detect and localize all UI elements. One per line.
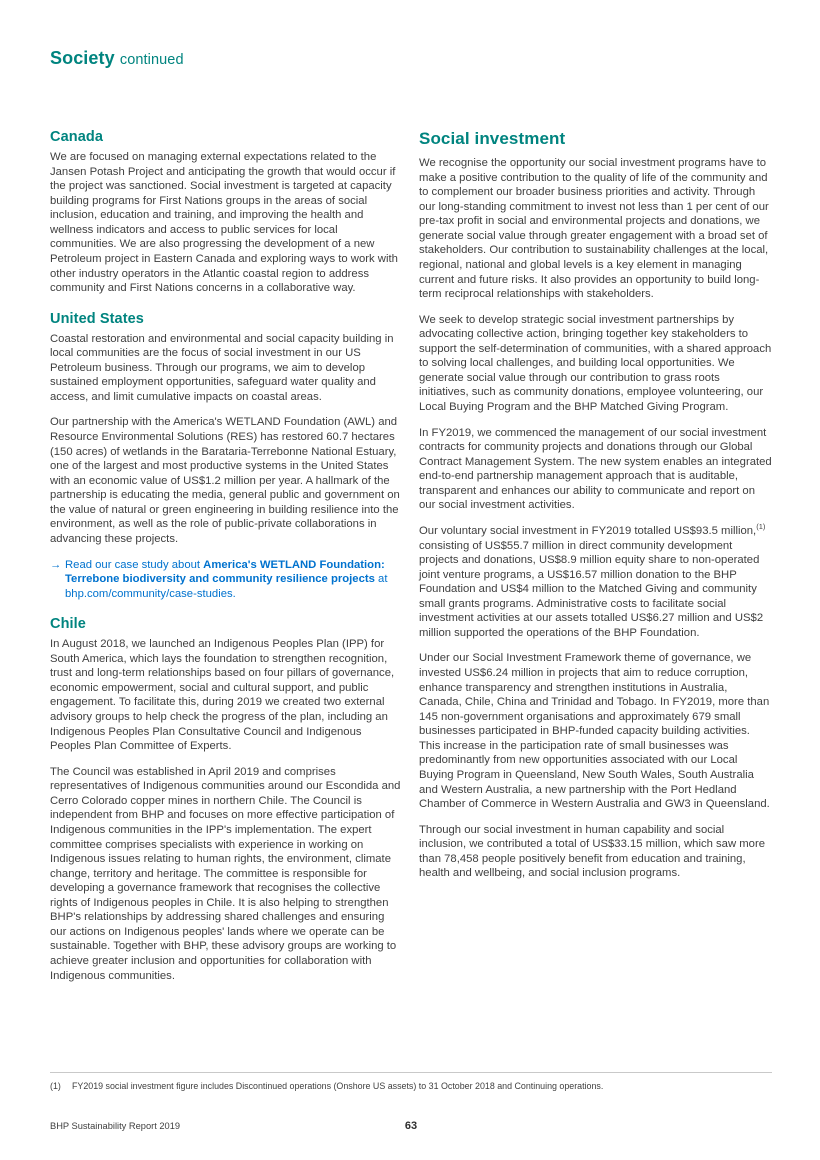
page-title-continued: continued — [119, 52, 184, 68]
si-paragraph-5: Under our Social Investment Framework theme of governance, we invested US$6.24 million in projects that aim to reduce corruption, enhance transparency and strengthen institutions in Australia, Canada, Chile, China and Trinidad and Tobago. In FY2019, more than 145 non-government organisations and approximately 679 small businesses participated in BHP-funded capacity building activities. This increase in the participation rate of small businesses was predominantly from new opportunities associated with our Local Buying Program in Queensland, New South Wales, South Australia and Western Australia, a new partnership with the Port Hedland Chamber of Commerce in Western Australia and GW3 in Queensland. — [419, 652, 770, 811]
left-column — [50, 129, 403, 994]
chile-paragraph-2: The Council was established in April 2019 and comprises representatives of Indigenous communities around our Escondida and Cerro Colorado copper mines in northern Chile. The Council is independent from BHP and focuses on more effective participation of Indigenous communities in the IPP's implementation. The expert committee comprises specialists with experience in working on Indigenous issues relating to human rights, the environment, climate change, territory and heritage. The committee is responsible for developing a governance framework that recognises the collective rights of Indigenous peoples in Chile. It is also helping to strengthen BHP's relationships by addressing shared challenges and ensuring our actions on Indigenous peoples' lands where we operate can be sustainable. Together with BHP, these advisory groups are working to achieve greater inclusion and opportunities for collaboration with Indigenous communities. — [50, 765, 401, 982]
footnote-marker: (1) — [50, 1081, 61, 1091]
footnote — [50, 1072, 772, 1093]
section-chile — [50, 616, 403, 983]
case-link-title[interactable]: America's WETLAND Foundation: Terrebone biodiversity and community resilience projects — [65, 558, 385, 586]
si-paragraph-2: We seek to develop strategic social investment partnerships by advocating collective action, bringing together key stakeholders to support the self-determination of communities, with a shared approach to solving local challenges, and building local opportunities. We generate social value through our contribution to grass roots initiatives, such as community donations, employee volunteering, our Local Buying Program and the BHP Matched Giving Program. — [419, 313, 772, 413]
united-states-heading: United States — [50, 310, 144, 327]
si-paragraph-4-text: Our voluntary social investment in FY2019 totalled US$93.5 million, — [419, 524, 757, 537]
si-paragraph-4-rest: consisting of US$55.7 million in direct community development projects and donations, US$8.9 million equity share to non-operated joint venture programs, a US$16.57 million donation to the BHP Foundation and US$4 million to the Matched Giving and community small grants programs. Administrative costs to facilitate social investment activities at our assets totalled US$6.27 million and US$2 million supported the operations of the BHP Foundation. — [419, 539, 764, 639]
us-paragraph-2: Our partnership with the America's WETLAND Foundation (AWL) and Resource Environmental Solutions (RES) has restored 60.7 hectares (150 acres) of wetlands in the Barataria-Terrebonne National Estuary, one of the largest and most productive systems in the United States with an economic value of US$1.2 million per year. A hallmark of the partnership is educating the media, general public and government on the value of natural or green engineering in building resilience into the environment, as well as the role of public-private collaborations in advancing these projects. — [50, 416, 400, 545]
page-number: 63 — [404, 1119, 418, 1132]
footnote-ref: (1) — [756, 522, 766, 532]
section-united-states — [50, 311, 403, 602]
page-title-main: Society — [50, 48, 115, 68]
page-header — [50, 48, 772, 69]
si-paragraph-6: Through our social investment in human capability and social inclusion, we contributed a total of US$33.15 million, which saw more than 78,458 people positively benefit from education and training, health and wellbeing, and social inclusion programs. — [419, 823, 765, 880]
si-paragraph-1: We recognise the opportunity our social investment programs have to make a positive contribution to the quality of life of the community and to complement our broader business priorities and activity. Through our long-standing commitment to invest not less than 1 per cent of our pre-tax profit in social and environmental projects and donations, we generate social value through greater engagement with a broad set of stakeholders. Our contribution to sustainability challenges at the local, regional, national and global levels is a key element in managing current and future risks. It also provides an opportunity to build long-term reciprocal relationships with stakeholders. — [419, 157, 769, 301]
arrow-right-icon: → — [50, 558, 62, 571]
case-study-link[interactable] — [50, 558, 403, 602]
chile-paragraph-1: In August 2018, we launched an Indigenous Peoples Plan (IPP) for South America, which lays the foundation to strengthen recognition, trust and long-term relationships based on four pillars of governance, economic empowerment, social and cultural support, and public engagement. To facilitate this, during 2019 we created two external advisory groups to help check the progress of the plan, including an Indigenous Peoples Plan Consultative Council and Indigenous Peoples Plan Committee of Experts. — [50, 638, 395, 753]
canada-paragraph: We are focused on managing external expectations related to the Jansen Potash Project and anticipating the growth that would occur if the project was sanctioned. Social investment is targeted at capacity building programs for First Nations groups in the areas of social inclusion, education and training, and improving the health and wellness indicators and access to public services for local communities. We are also progressing the development of a new Petroleum project in Eastern Canada and exploring ways to work with other industry operators in the Atlantic coastal region to address community and First Nations concerns in a collaborative way. — [50, 151, 398, 295]
page-footer — [50, 1121, 772, 1131]
us-paragraph-1: Coastal restoration and environmental and social capacity building in local communities are the focus of social investment in our US Petroleum business. Through our programs, we aim to develop sustained employment opportunities, safeguard water quality and access, and limit cumulative impacts on coastal areas. — [50, 332, 394, 403]
two-column-body — [50, 129, 772, 994]
case-link-url[interactable]: at bhp.com/community/case-studies. — [65, 573, 388, 600]
section-canada — [50, 129, 403, 296]
right-column — [419, 129, 772, 892]
social-investment-heading: Social investment — [419, 129, 566, 148]
canada-heading: Canada — [50, 129, 103, 145]
si-paragraph-4 — [419, 524, 772, 641]
report-name: BHP Sustainability Report 2019 — [50, 1121, 181, 1131]
section-social-investment — [419, 129, 772, 881]
footnote-text: FY2019 social investment figure includes Discontinued operations (Onshore US assets) to 31 October 2018 and Continuing operations. — [72, 1081, 604, 1091]
si-paragraph-3: In FY2019, we commenced the management of our social investment contracts for community projects and donations through our Global Contract Management System. The new system enables an integrated end-to-end partnership management approach that is auditable, transparent and enhances our ability to communicate and report on our social investment activities. — [419, 426, 772, 512]
chile-heading: Chile — [50, 616, 86, 633]
case-link-prefix[interactable]: Read our case study about — [65, 558, 204, 571]
page-title — [50, 48, 772, 69]
